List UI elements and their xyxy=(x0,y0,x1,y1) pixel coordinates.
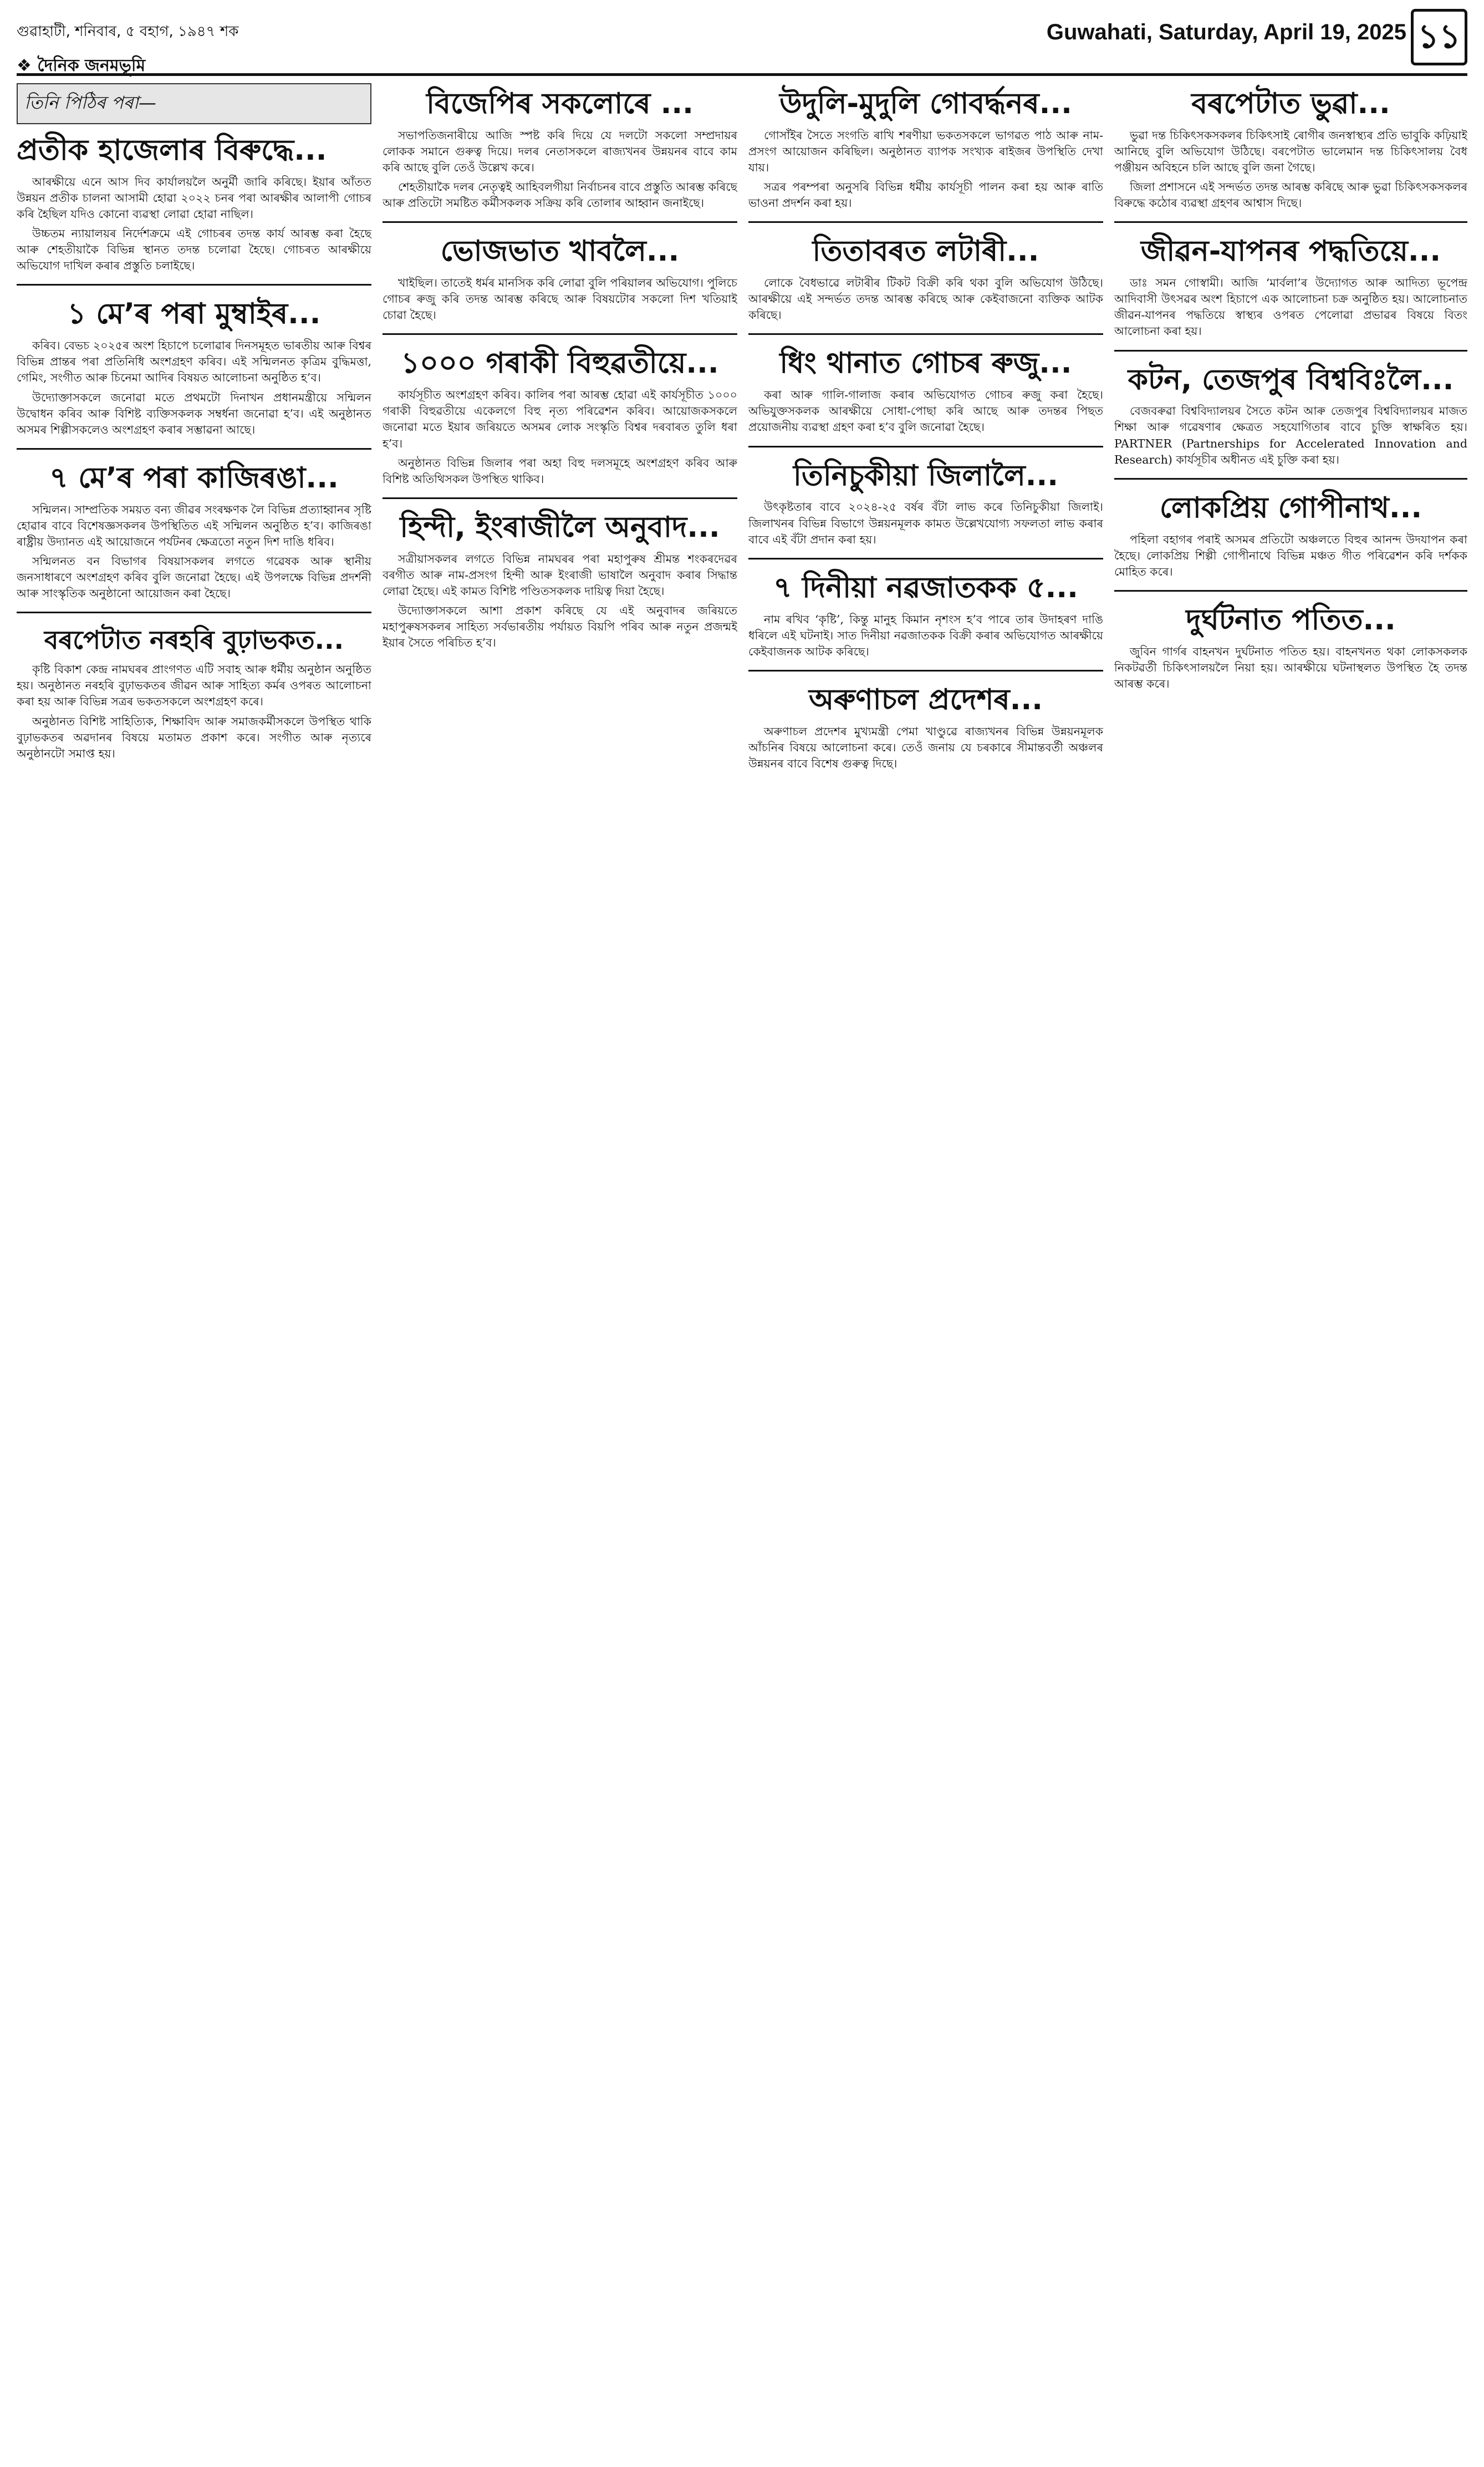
article-headline: বৰপেটাত নৰহৰি বুঢ়াভকত... xyxy=(44,625,344,655)
paragraph: সন্মিলনত বন বিভাগৰ বিষয়াসকলৰ লগতে গৱেষক আৰু স্থানীয় জনসাধাৰণে অংশগ্ৰহণ কৰিব বুলি জনোৱা হৈছে। এই উপলক্ষে বিভিন্ন প্ৰদৰ্শনী আৰু সাংস্কৃতিক অনুষ্ঠানো আয়োজন কৰা হৈছে। xyxy=(17,555,371,601)
article-body xyxy=(383,387,737,491)
article-headline: অৰুণাচল প্ৰদেশৰ... xyxy=(809,683,1043,716)
article-body xyxy=(17,502,371,606)
article-body xyxy=(748,275,1103,327)
paragraph: শেহতীয়াকৈ দলৰ নেতৃত্বই আহিবলগীয়া নিৰ্বাচনৰ বাবে প্ৰস্তুতি আৰম্ভ কৰিছে আৰু প্ৰতিটো সমষ্টিত কৰ্মীসকলক সক্ৰিয় কৰি তোলাৰ আহ্বান জনাইছে। xyxy=(383,180,737,210)
paragraph: বেজবৰুৱা বিশ্ববিদ্যালয়ৰ সৈতে কটন আৰু তেজপুৰ বিশ্ববিদ্যালয়ৰ মাজত শিক্ষা আৰু গৱেষণাৰ ক্ষেত্ৰত সহযোগিতাৰ বাবে চুক্তি স্বাক্ষৰিত হয়। PARTNER (Partnerships for Accelerated Innovation and Research) কাৰ্যসূচীৰ অধীনত এই চুক্তি কৰা হয়। xyxy=(1114,404,1467,466)
article xyxy=(1114,359,1467,480)
article-body xyxy=(17,174,371,278)
article xyxy=(1114,231,1467,351)
article xyxy=(17,621,371,772)
article-body xyxy=(383,128,737,215)
paragraph: সন্মিলন। সাম্প্ৰতিক সময়ত বন্য জীৱৰ সংৰক্ষণক লৈ বিভিন্ন প্ৰত্যাহ্বানৰ সৃষ্টি হোৱাৰ বাবে বিশেষজ্ঞসকলৰ উপস্থিতিত এই সন্মিলন অনুষ্ঠিত হ’ব। কাজিৰঙা ৰাষ্ট্ৰীয় উদ্যানত এই আয়োজনে পৰ্যটনৰ ক্ষেত্ৰতো নতুন দিশ দাঙি ধৰিব। xyxy=(17,502,371,548)
article-body xyxy=(1114,275,1467,343)
article xyxy=(1114,487,1467,592)
article-headline: হিন্দী, ইংৰাজীলৈ অনুবাদ... xyxy=(400,510,720,544)
header-date-assamese: গুৱাহাটী, শনিবাৰ, ৫ বহাগ, ১৯৪৭ শক xyxy=(17,23,239,40)
article-body xyxy=(748,128,1103,215)
column-4 xyxy=(1114,83,1467,710)
paragraph: নাম ৰখিব ‘কৃষ্টি’, কিন্তু মানুহ কিমান নৃশংস হ’ব পাৰে তাৰ উদাহৰণ দাঙি ধৰিলে এই ঘটনাই। সাত দিনীয়া নৱজাতকক বিক্ৰী কৰাৰ অভিযোগত আৰক্ষীয়ে কেইবাজনক আটক কৰিছে। xyxy=(748,612,1103,658)
article-body xyxy=(1114,532,1467,583)
article-body xyxy=(17,338,371,441)
paragraph: উৎকৃষ্টতাৰ বাবে ২০২৪-২৫ বৰ্ষৰ বঁটা লাভ কৰে তিনিচুকীয়া জিলাই। জিলাখনৰ বিভিন্ন বিভাগে উন্নয়নমূলক কামত উল্লেখযোগ্য সফলতা লাভ কৰাৰ বাবে এই বঁটা প্ৰদান কৰা হয়। xyxy=(748,500,1103,546)
article-body xyxy=(17,662,371,765)
paragraph: অনুষ্ঠানত বিভিন্ন জিলাৰ পৰা অহা বিহু দলসমূহে অংশগ্ৰহণ কৰিব আৰু বিশিষ্ট অতিথিসকল উপস্থিত থাকিব। xyxy=(383,456,737,486)
article-headline: ভোজভাত খাবলৈ... xyxy=(440,235,680,268)
article-headline: প্ৰতীক হাজেলাৰ বিৰুদ্ধে... xyxy=(17,134,327,167)
article xyxy=(748,567,1103,672)
page-number: ১১ xyxy=(1411,9,1467,65)
article-headline: তিনিচুকীয়া জিলালৈ... xyxy=(793,459,1058,492)
paragraph: লোকে বৈধভাৱে লটাৰীৰ টিকট বিক্ৰী কৰি থকা বুলি অভিযোগ উঠিছে। আৰক্ষীয়ে এই সন্দৰ্ভত তদন্ত আৰম্ভ কৰিছে আৰু কেইবাজনো ব্যক্তিক আটক কৰিছে। xyxy=(748,276,1103,322)
article xyxy=(17,130,371,286)
article-headline: কটন, তেজপুৰ বিশ্ববিঃলৈ... xyxy=(1128,363,1454,396)
article-body xyxy=(1114,644,1467,695)
article-body xyxy=(748,499,1103,551)
article-body xyxy=(383,551,737,655)
article-body xyxy=(748,724,1103,775)
article xyxy=(383,231,737,335)
paragraph: উচ্চতম ন্যায়ালয়ৰ নিৰ্দেশক্ৰমে এই গোচৰৰ তদন্ত কাৰ্য আৰম্ভ কৰা হৈছে আৰু শেহতীয়াকৈ বিভিন্ন স্থানত তদন্ত চলোৱা হৈছে। গোচৰত আৰক্ষীয়ে অভিযোগ দাখিল কৰাৰ প্ৰস্তুতি চলাইছে। xyxy=(17,227,371,273)
paragraph: খাইছিল। তাতেই ধৰ্মৰ মানসিক কৰি লোৱা বুলি পৰিয়ালৰ অভিযোগ। পুলিচে গোচৰ ৰুজু কৰি তদন্ত আৰম্ভ কৰিছে আৰু বিষয়টোৰ সকলো দিশ খতিয়াই চোৱা হৈছে। xyxy=(383,276,737,322)
article xyxy=(1114,599,1467,702)
paragraph: অৰুণাচল প্ৰদেশৰ মুখ্যমন্ত্ৰী পেমা খাণ্ডুৱে ৰাজ্যখনৰ বিভিন্ন উন্নয়নমূলক আঁচনিৰ বিষয়ে আলোচনা কৰে। তেওঁ জনায় যে চৰকাৰে সীমান্তবৰ্তী অঞ্চলৰ উন্নয়নৰ বাবে বিশেষ গুৰুত্ব দিছে। xyxy=(748,724,1103,770)
article xyxy=(383,343,737,499)
masthead: ❖ দৈনিক জনমভূমি xyxy=(17,56,146,75)
paragraph: জুবিন গাৰ্গৰ বাহনখন দুৰ্ঘটনাত পতিত হয়। বাহনখনত থকা লোকসকলক নিকটৱৰ্তী চিকিৎসালয়লৈ নিয়া হয়। আৰক্ষীয়ে ঘটনাস্থলত উপস্থিত হৈ তদন্ত আৰম্ভ কৰে। xyxy=(1114,644,1467,690)
article-headline: বৰপেটাত ভুৱা... xyxy=(1191,87,1390,120)
article-body xyxy=(748,387,1103,439)
paragraph: ভুৱা দন্ত চিকিৎসকসকলৰ চিকিৎসাই ৰোগীৰ জনস্বাস্থ্যৰ প্ৰতি ভাবুকি কঢ়িয়াই আনিছে বুলি অভিযোগ উঠিছে। বৰপেটাত ভালেমান দন্ত চিকিৎসালয় বৈধ পঞ্জীয়ন অবিহনে চলি আছে বুলি জনা গৈছে। xyxy=(1114,128,1467,175)
column-3 xyxy=(748,83,1103,790)
article-headline: বিজেপিৰ সকলোৰে ... xyxy=(426,87,693,120)
paragraph: অনুষ্ঠানত বিশিষ্ট সাহিত্যিক, শিক্ষাবিদ আৰু সমাজকৰ্মীসকলে উপস্থিত থাকি বুঢ়াভকতৰ অৱদানৰ বিষয়ে মতামত প্ৰকাশ কৰে। সংগীত আৰু নৃত্যৰে অনুষ্ঠানটো সমাপ্ত হয়। xyxy=(17,714,371,760)
article xyxy=(17,457,371,613)
article-headline: ৭ দিনীয়া নৱজাতকক ৫... xyxy=(773,571,1078,604)
article-headline: উদুলি-মুদুলি গোবৰ্দ্ধনৰ... xyxy=(779,87,1072,120)
article-headline: ধিং থানাত গোচৰ ৰুজু... xyxy=(779,347,1072,380)
column-2 xyxy=(383,83,737,669)
paragraph: জিলা প্ৰশাসনে এই সন্দৰ্ভত তদন্ত আৰম্ভ কৰিছে আৰু ভুৱা চিকিৎসকসকলৰ বিৰুদ্ধে কঠোৰ ব্যৱস্থা গ্ৰহণৰ আশ্বাস দিছে। xyxy=(1114,180,1467,210)
article xyxy=(17,293,371,449)
paragraph: কৰা আৰু গালি-গালাজ কৰাৰ অভিযোগত গোচৰ ৰুজু কৰা হৈছে। অভিযুক্তসকলক আৰক্ষীয়ে সোধা-পোছা কৰি আছে আৰু তদন্তৰ পিছত প্ৰয়োজনীয় ব্যৱস্থা গ্ৰহণ কৰা হ’ব বুলি জনোৱা হৈছে। xyxy=(748,388,1103,434)
article-headline: লোকপ্ৰিয় গোপীনাথ... xyxy=(1159,491,1422,525)
paragraph: সভাপতিজনাৰীয়ে আজি স্পষ্ট কৰি দিয়ে যে দলটো সকলো সম্প্ৰদায়ৰ লোকক সমানে গুৰুত্ব দিয়ে। দলৰ নেতাসকলে ৰাজ্যখনৰ উন্নয়নৰ বাবে কাম কৰি আছে বুলি তেওঁ উল্লেখ কৰে। xyxy=(383,128,737,175)
article-headline: তিতাবৰত লটাৰী... xyxy=(812,235,1039,268)
paragraph: কৃষ্টি বিকাশ কেন্দ্ৰ নামঘৰৰ প্ৰাংগণত এটি সবাহ আৰু ধৰ্মীয় অনুষ্ঠান অনুষ্ঠিত হয়। অনুষ্ঠানত নৰহৰি বুঢ়াভকতৰ জীৱন আৰু সাহিত্য কৰ্মৰ ওপৰত আলোচনা কৰা হয় আৰু বিভিন্ন সত্ৰৰ ভকতসকলে অংশগ্ৰহণ কৰে। xyxy=(17,663,371,709)
article xyxy=(383,507,737,661)
paragraph: আৰক্ষীয়ে এনে আস দিব কাৰ্যালয়লৈ অনুৰ্মী জাৰি কৰিছে। ইয়াৰ আঁতত উন্নয়ন প্ৰতীক চালনা আসামী হোৱা ২০২২ চনৰ পৰা আৰক্ষীৰ আলাপী গোচৰ কৰি হৈছিল যদিও কোনো ব্যৱস্থা লোৱা হোৱা নাছিল। xyxy=(17,175,371,221)
article xyxy=(748,343,1103,447)
article xyxy=(748,231,1103,335)
paragraph: কাৰ্যসূচীত অংশগ্ৰহণ কৰিব। কালিৰ পৰা আৰম্ভ হোৱা এই কাৰ্যসূচীত ১০০০ গৰাকী বিহুৱতীয়ে একেলগে বিহু নৃত্য পৰিৱেশন কৰিব। আয়োজকসকলে জনোৱা মতে ইয়াৰ জৰিয়তে অসমৰ লোক সংস্কৃতি বিশ্বৰ দৰবাৰত তুলি ধৰা হ’ব। xyxy=(383,388,737,450)
section-banner: তিনি পিঠিৰ পৰা— xyxy=(17,83,371,124)
article-body xyxy=(748,612,1103,663)
paragraph: উদ্যোক্তাসকলে আশা প্ৰকাশ কৰিছে যে এই অনুবাদৰ জৰিয়তে মহাপুৰুষসকলৰ সাহিত্য সৰ্বভাৰতীয় পৰ্যায়ত বিয়পি পৰিব আৰু নতুন প্ৰজন্মই ইয়াৰ সৈতে পৰিচিত হ’ব। xyxy=(383,604,737,650)
paragraph: সত্ৰীয়াসকলৰ লগতে বিভিন্ন নামঘৰৰ পৰা মহাপুৰুষ শ্ৰীমন্ত শংকৰদেৱৰ বৰগীত আৰু নাম-প্ৰসংগ হিন্দী আৰু ইংৰাজী ভাষালৈ অনুবাদ কৰাৰ সিদ্ধান্ত লোৱা হৈছে। এই কামত বিশিষ্ট পণ্ডিতসকলক দায়িত্ব দিয়া হৈছে। xyxy=(383,552,737,598)
column-1 xyxy=(17,83,371,780)
article-body xyxy=(1114,128,1467,215)
page-header xyxy=(17,8,1467,76)
article-headline: দুৰ্ঘটনাত পতিত... xyxy=(1186,603,1396,637)
paragraph: কৰিব। বেভচ ২০২৫ৰ অংশ হিচাপে চলোৱাৰ দিনসমূহত ভাৰতীয় আৰু বিশ্বৰ বিভিন্ন প্ৰান্তৰ পৰা প্ৰতিনিধি অংশগ্ৰহণ কৰিব। এই সন্মিলনত কৃত্ৰিম বুদ্ধিমত্তা, গেমিং, সংগীত আৰু চিনেমা আদিৰ বিষয়ত আলোচনা অনুষ্ঠিত হ’ব। xyxy=(17,339,371,385)
paragraph: ডাঃ সমন গোস্বামী। আজি ‘মাৰ্বলা’ৰ উদ্যোগত আৰু আদিত্য ভূপেন্দ্ৰ আদিবাসী উৎসৱৰ অংশ হিচাপে এক আলোচনা চক্ৰ অনুষ্ঠিত হয়। আলোচনাত জীৱন-যাপনৰ পদ্ধতিয়ে স্বাস্থ্যৰ ওপৰত পেলোৱা প্ৰভাৱৰ বিষয়ে বিতং আলোচনা কৰা হয়। xyxy=(1114,276,1467,338)
article-headline: ১০০০ গৰাকী বিহুৱতীয়ে... xyxy=(401,347,719,380)
paragraph: গোসাঁইৰ সৈতে সংগতি ৰাখি শৰণীয়া ভকতসকলে ভাগৱত পাঠ আৰু নাম-প্ৰসংগ আয়োজন কৰিছিল। অনুষ্ঠানত ব্যাপক সংখ্যক ৰাইজৰ উপস্থিতি দেখা যায়। xyxy=(748,128,1103,175)
article-headline: ১ মে’ৰ পৰা মুম্বাইৰ... xyxy=(67,297,321,331)
article xyxy=(748,83,1103,223)
article xyxy=(748,455,1103,559)
paragraph: উদ্যোক্তাসকলে জনোৱা মতে প্ৰথমটো দিনাখন প্ৰধানমন্ত্ৰীয়ে সন্মিলন উদ্বোধন কৰিব আৰু বিশিষ্ট ব্যক্তিসকলক সম্বৰ্ধনা জনোৱা হ’ব। এই অনুষ্ঠানত অসমৰ শিল্পীসকলেও অংশগ্ৰহণ কৰাৰ সম্ভাৱনা আছে। xyxy=(17,390,371,436)
article xyxy=(1114,83,1467,223)
article xyxy=(383,83,737,223)
article-body xyxy=(1114,403,1467,471)
article xyxy=(748,679,1103,782)
paragraph: পহিলা বহাগৰ পৰাই অসমৰ প্ৰতিটো অঞ্চলতে বিহুৰ আনন্দ উদযাপন কৰা হৈছে। লোকপ্ৰিয় শিল্পী গোপীনাথে বিভিন্ন মঞ্চত গীত পৰিৱেশন কৰি দৰ্শকক মোহিত কৰে। xyxy=(1114,532,1467,578)
header-date-english: Guwahati, Saturday, April 19, 2025 xyxy=(1046,20,1406,44)
article-headline: জীৱন-যাপনৰ পদ্ধতিয়ে... xyxy=(1140,235,1441,268)
article-body xyxy=(383,275,737,327)
article-headline: ৭ মে’ৰ পৰা কাজিৰঙা... xyxy=(49,461,339,495)
paragraph: সত্ৰৰ পৰম্পৰা অনুসৰি বিভিন্ন ধৰ্মীয় কাৰ্যসূচী পালন কৰা হয় আৰু ৰাতি ভাওনা প্ৰদৰ্শন কৰা হয়। xyxy=(748,180,1103,210)
